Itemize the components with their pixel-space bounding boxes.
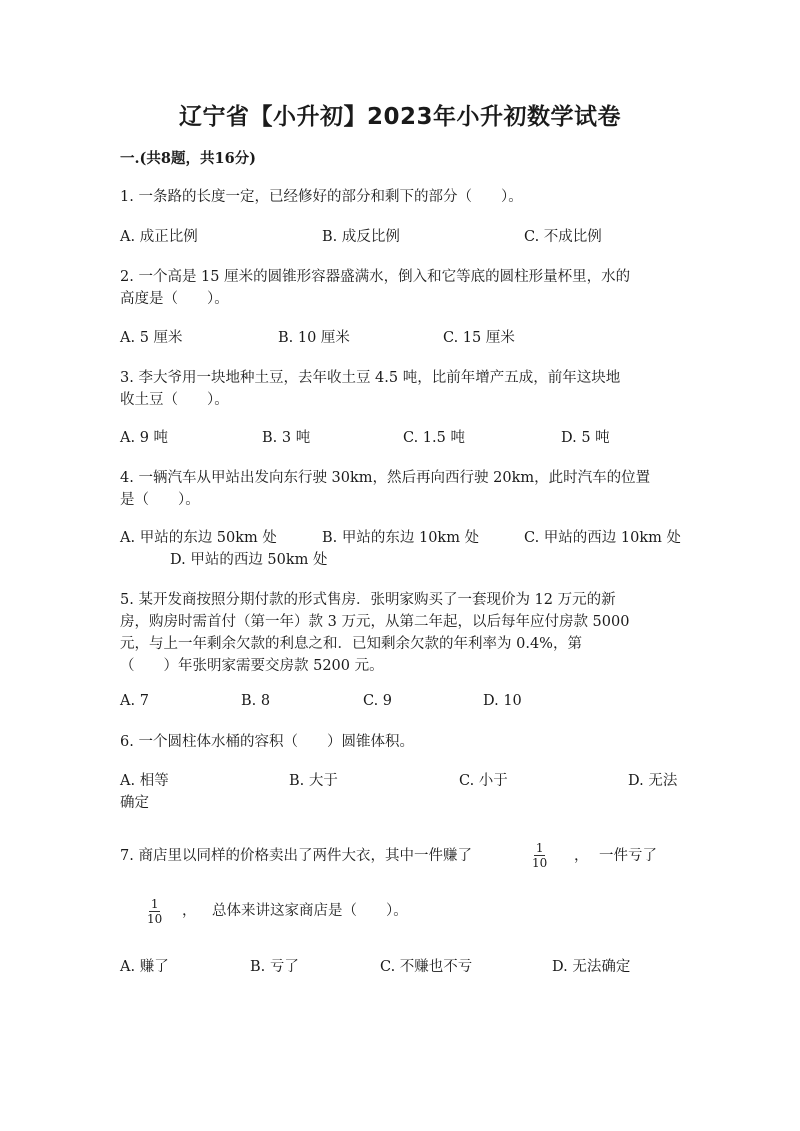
question-4-option-a: A. 甲站的东边 50km 处 xyxy=(120,530,277,546)
fraction-denominator: 10 xyxy=(147,912,163,926)
question-5-option-c: C. 9 xyxy=(363,693,393,709)
question-7-option-c: C. 不赚也不亏 xyxy=(380,959,473,975)
question-6-option-d-continued: 确定 xyxy=(120,795,149,811)
question-7-option-d: D. 无法确定 xyxy=(552,959,631,975)
question-2-option-c: C. 15 厘米 xyxy=(443,330,515,346)
question-5-option-d: D. 10 xyxy=(483,693,522,709)
fraction-one-tenth xyxy=(530,841,549,870)
fraction-numerator: 1 xyxy=(150,897,159,911)
question-7-text-line1: 7. 商店里以同样的价格卖出了两件大衣，其中一件赚了 xyxy=(120,848,472,864)
question-2-option-b: B. 10 厘米 xyxy=(278,330,350,346)
question-1-option-c: C. 不成比例 xyxy=(524,229,602,245)
question-1-option-a: A. 成正比例 xyxy=(120,229,198,245)
fraction-denominator: 10 xyxy=(532,856,548,870)
question-5-option-b: B. 8 xyxy=(241,693,271,709)
question-4-option-d: D. 甲站的西边 50km 处 xyxy=(170,552,328,568)
question-1-text: 1. 一条路的长度一定，已经修好的部分和剩下的部分（ ）。 xyxy=(120,189,523,205)
question-6-text: 6. 一个圆柱体水桶的容积（ ）圆锥体积。 xyxy=(120,734,414,750)
question-4-option-b: B. 甲站的东边 10km 处 xyxy=(322,530,480,546)
question-1-option-b: B. 成反比例 xyxy=(322,229,400,245)
question-4-option-c: C. 甲站的西边 10km 处 xyxy=(524,530,682,546)
question-3-option-a: A. 9 吨 xyxy=(120,430,169,446)
question-7-option-b: B. 亏了 xyxy=(250,959,299,975)
question-5-text-line1: 5. 某开发商按照分期付款的形式售房．张明家购买了一套现价为 12 万元的新 xyxy=(120,592,616,608)
question-7-option-a: A. 赚了 xyxy=(120,959,169,975)
question-7-text-line2-tail: 总体来讲这家商店是（ ）。 xyxy=(212,903,408,919)
fraction-one-tenth xyxy=(145,897,164,926)
question-6-option-a: A. 相等 xyxy=(120,773,169,789)
question-6-option-c: C. 小于 xyxy=(459,773,508,789)
question-6-option-d: D. 无法 xyxy=(628,773,678,789)
question-5-text-line4: （ ）年张明家需要交房款 5200 元。 xyxy=(120,658,384,674)
question-2-text-line2: 高度是（ ）。 xyxy=(120,291,229,307)
question-7-comma2: ， xyxy=(182,903,197,919)
question-5-option-a: A. 7 xyxy=(120,693,149,709)
page-title: 辽宁省【小升初】2023年小升初数学试卷 xyxy=(178,104,621,130)
question-7-text-line1-tail: 一件亏了 xyxy=(599,848,657,864)
question-3-option-b: B. 3 吨 xyxy=(262,430,311,446)
question-7-comma1: ， xyxy=(574,848,589,864)
question-2-option-a: A. 5 厘米 xyxy=(120,330,183,346)
question-3-option-d: D. 5 吨 xyxy=(561,430,610,446)
fraction-numerator: 1 xyxy=(535,841,544,855)
question-4-text-line2: 是（ ）。 xyxy=(120,492,200,508)
question-3-text-line1: 3. 李大爷用一块地种土豆，去年收土豆 4.5 吨，比前年增产五成，前年这块地 xyxy=(120,370,621,386)
question-6-option-b: B. 大于 xyxy=(289,773,338,789)
question-5-text-line3: 元，与上一年剩余欠款的利息之和．已知剩余欠款的年利率为 0.4%，第 xyxy=(120,636,582,652)
question-5-text-line2: 房，购房时需首付（第一年）款 3 万元，从第二年起，以后每年应付房款 5000 xyxy=(120,614,630,630)
section-heading: 一.(共8题，共16分) xyxy=(120,150,257,167)
question-3-text-line2: 收土豆（ ）。 xyxy=(120,392,229,408)
question-4-text-line1: 4. 一辆汽车从甲站出发向东行驶 30km，然后再向西行驶 20km，此时汽车的位置 xyxy=(120,470,651,486)
question-3-option-c: C. 1.5 吨 xyxy=(403,430,465,446)
question-2-text-line1: 2. 一个高是 15 厘米的圆锥形容器盛满水，倒入和它等底的圆柱形量杯里，水的 xyxy=(120,269,631,285)
